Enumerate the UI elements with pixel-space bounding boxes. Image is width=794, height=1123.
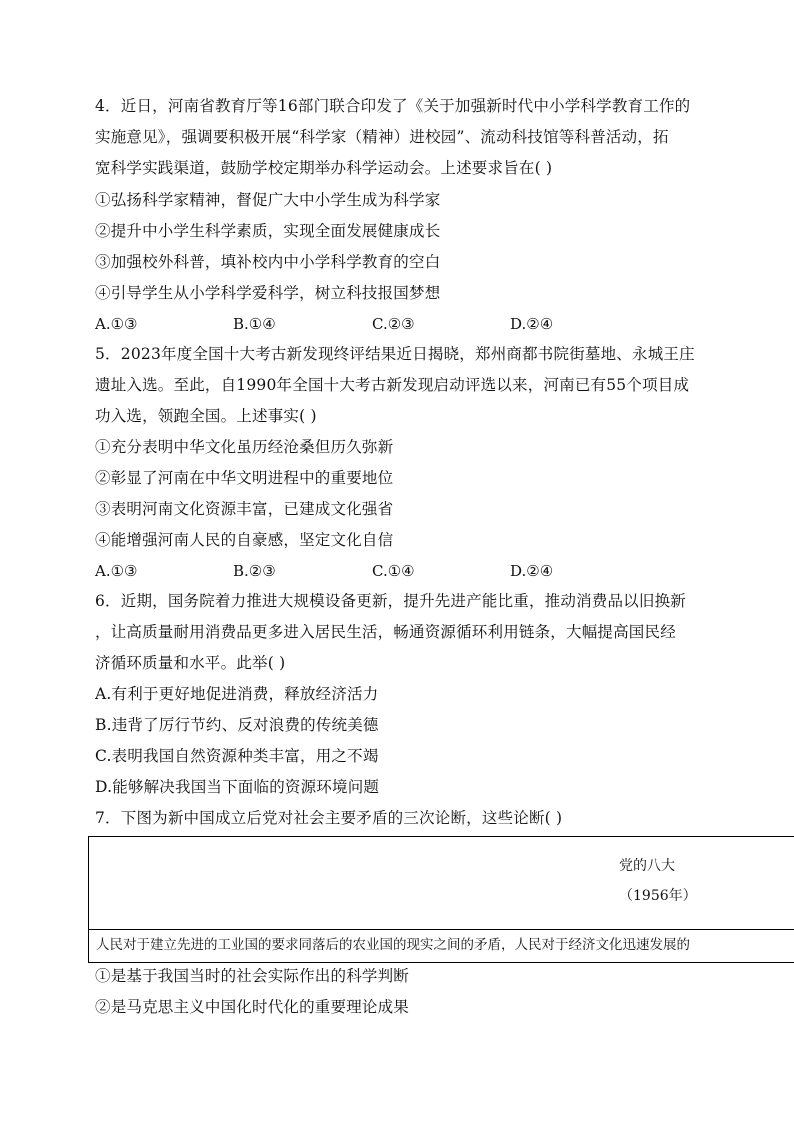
- q6-choice-d[interactable]: D.能够解决我国当下面临的资源环境问题: [95, 778, 380, 796]
- q5-item-1: ①充分表明中华文化虽历经沧桑但历久弥新: [95, 438, 394, 456]
- q5-stem-line-3: 功入选，领跑全国。上述事实( ): [95, 407, 317, 425]
- q7-item-2: ②是马克思主义中国化时代化的重要理论成果: [95, 998, 410, 1016]
- q7-figure: [88, 836, 794, 963]
- q4-stem-line-3: 宽科学实践渠道，鼓励学校定期举办科学运动会。上述要求旨在( ): [95, 159, 553, 177]
- q6-choice-a[interactable]: A.有利于更好地促进消费，释放经济活力: [95, 685, 379, 703]
- figure-year: （1956年）: [619, 888, 697, 904]
- q4-item-2: ②提升中小学生科学素质，实现全面发展健康成长: [95, 222, 441, 240]
- q6-stem-line-2: ，让高质量耐用消费品更多进入居民生活，畅通资源循环利用链条，大幅提高国民经: [95, 623, 676, 641]
- q5-item-2: ②彰显了河南在中华文明进程中的重要地位: [95, 469, 394, 487]
- q4-option-c[interactable]: C.②③: [372, 315, 415, 333]
- q5-option-c[interactable]: C.①④: [372, 562, 415, 580]
- figure-text: 人民对于建立先进的工业国的要求同落后的农业国的现实之间的矛盾，人民对于经济文化迅速发展的: [96, 937, 690, 953]
- q6-stem-line-3: 济循环质量和水平。此举( ): [95, 654, 286, 672]
- q4-item-1: ①弘扬科学家精神，督促广大中小学生成为科学家: [95, 191, 441, 209]
- q7-item-1: ①是基于我国当时的社会实际作出的科学判断: [95, 967, 410, 985]
- q7-stem-line-1: 7．下图为新中国成立后党对社会主要矛盾的三次论断，这些论断( ): [95, 809, 563, 827]
- q5-stem-line-2: 遗址入选。至此，自1990年全国十大考古新发现启动评选以来，河南已有55个项目成: [95, 376, 690, 394]
- q4-option-b[interactable]: B.①④: [233, 315, 276, 333]
- q5-item-3: ③表明河南文化资源丰富，已建成文化强省: [95, 500, 394, 518]
- q4-item-4: ④引导学生从小学科学爱科学，树立科技报国梦想: [95, 284, 441, 302]
- q5-option-b[interactable]: B.②③: [233, 562, 276, 580]
- q5-option-d[interactable]: D.②④: [510, 562, 554, 580]
- q5-item-4: ④能增强河南人民的自豪感，坚定文化自信: [95, 531, 394, 549]
- figure-divider: [89, 929, 794, 930]
- figure-heading: 党的八大: [619, 858, 675, 874]
- q4-option-d[interactable]: D.②④: [510, 315, 554, 333]
- q6-choice-b[interactable]: B.违背了厉行节约、反对浪费的传统美德: [95, 716, 379, 734]
- q4-stem-line-2: 实施意见》，强调要积极开展“科学家（精神）进校园”、流动科技馆等科普活动，拓: [95, 128, 669, 146]
- q5-option-a[interactable]: A.①③: [95, 562, 138, 580]
- q6-choice-c[interactable]: C.表明我国自然资源种类丰富，用之不竭: [95, 747, 379, 765]
- q4-option-a[interactable]: A.①③: [95, 315, 138, 333]
- q5-stem-line-1: 5．2023年度全国十大考古新发现终评结果近日揭晓，郑州商都书院街墓地、永城王庄: [95, 345, 695, 363]
- q4-item-3: ③加强校外科普，填补校内中小学科学教育的空白: [95, 253, 441, 271]
- q4-stem-line-1: 4．近日，河南省教育厅等16部门联合印发了《关于加强新时代中小学科学教育工作的: [95, 97, 691, 115]
- q6-stem-line-1: 6．近期，国务院着力推进大规模设备更新，提升先进产能比重，推动消费品以旧换新: [95, 592, 686, 610]
